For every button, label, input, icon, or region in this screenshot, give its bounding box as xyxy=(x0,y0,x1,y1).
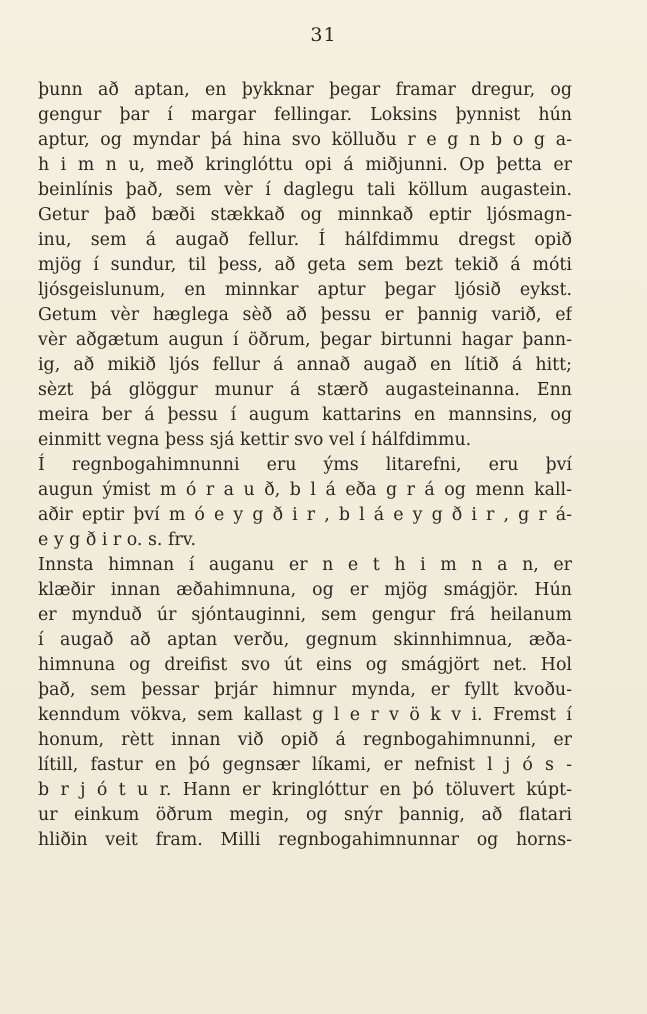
text-line: hliðin veit fram. Milli regnbogahimnunnar og horns- xyxy=(38,830,572,850)
text-line: aðir eptir því m ó e y g ð i r , b l á e y g ð i r , g r á- xyxy=(38,505,572,525)
text-line: himnuna og dreifist svo út eins og smágjört net. Hol xyxy=(38,655,572,675)
text-line: í augað að aptan verðu, gegnum skinnhimnua, æða- xyxy=(38,630,572,650)
text-line: beinlínis það, sem vèr í daglegu tali köllum augastein. xyxy=(38,180,572,200)
text-line: honum, rètt innan við opið á regnbogahimnunni, er xyxy=(38,730,572,750)
text-line: lítill, fastur en þó gegnsær líkami, er nefnist l j ó s - xyxy=(38,755,572,775)
text-line: Getum vèr hæglega sèð að þessu er þannig varið, ef xyxy=(38,305,572,325)
text-line: ur einkum öðrum megin, og snýr þannig, að flatari xyxy=(38,805,572,825)
text-line: ljósgeislunum, en minnkar aptur þegar ljósið eykst. xyxy=(38,280,572,300)
text-line: Innsta himnan í auganu er n e t h i m n a n, er xyxy=(38,555,572,575)
page-number: 31 xyxy=(310,24,337,46)
text-line: meira ber á þessu í augum kattarins en mannsins, og xyxy=(38,405,572,425)
text-line: sèzt þá glöggur munur á stærð augasteinanna. Enn xyxy=(38,380,572,400)
text-line: er mynduð úr sjóntauginni, sem gengur frá heilanum xyxy=(38,605,572,625)
text-line: gengur þar í margar fellingar. Loksins þynnist hún xyxy=(38,105,572,125)
text-line: inu, sem á augað fellur. Í hálfdimmu dregst opið xyxy=(38,230,572,250)
text-line: e y g ð i r o. s. frv. xyxy=(38,530,197,550)
text-line: b r j ó t u r. Hann er kringlóttur en þó töluvert kúpt- xyxy=(38,780,572,800)
text-line: klæðir innan æðahimnuna, og er mjög smágjör. Hún xyxy=(38,580,572,600)
text-line: einmitt vegna þess sjá kettir svo vel í hálfdimmu. xyxy=(38,430,472,450)
text-line: þunn að aptan, en þykknar þegar framar dregur, og xyxy=(38,80,572,100)
text-line: Í regnbogahimnunni eru ýms litarefni, eru því xyxy=(38,455,572,475)
text-line: Getur það bæði stækkað og minnkað eptir ljósmagn- xyxy=(38,205,572,225)
text-line: vèr aðgætum augun í öðrum, þegar birtunni hagar þann- xyxy=(38,330,572,350)
text-line: h i m n u, með kringlóttu opi á miðjunni. Op þetta er xyxy=(38,155,572,175)
text-line: aptur, og myndar þá hina svo kölluðu r e g n b o g a- xyxy=(38,130,572,150)
text-line: mjög í sundur, til þess, að geta sem bezt tekið á móti xyxy=(38,255,572,275)
text-line: ig, að mikið ljós fellur á annað augað en lítið á hitt; xyxy=(38,355,572,375)
body-text xyxy=(38,78,572,853)
text-line: það, sem þessar þrjár himnur mynda, er fyllt kvoðu- xyxy=(38,680,572,700)
text-line: augun ýmist m ó r a u ð, b l á eða g r á og menn kall- xyxy=(38,480,572,500)
text-line: kenndum vökva, sem kallast g l e r v ö k v i. Fremst í xyxy=(38,705,572,725)
